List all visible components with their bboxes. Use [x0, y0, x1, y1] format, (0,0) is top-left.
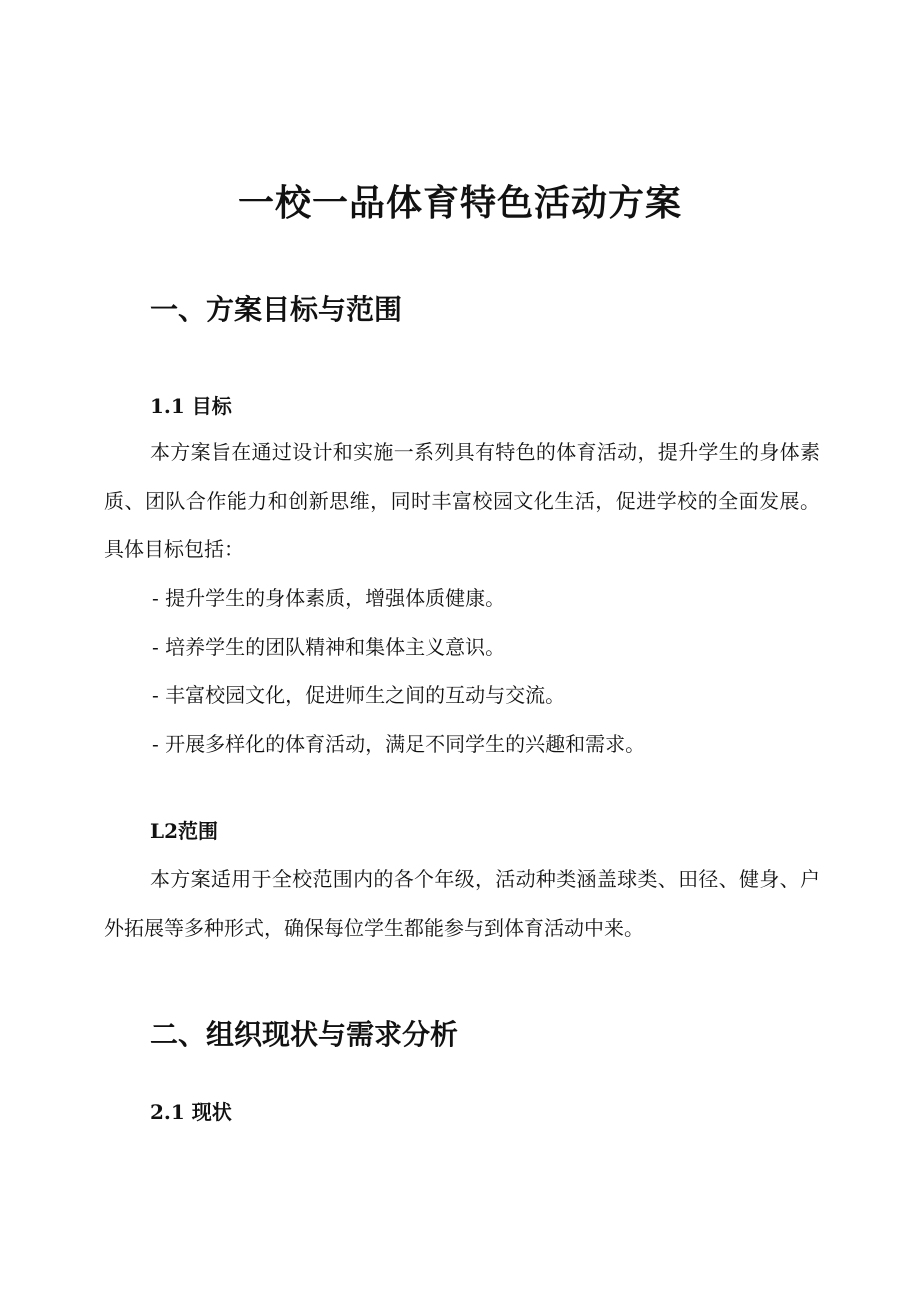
list-item: - 提升学生的身体素质，增强体质健康。: [152, 586, 506, 610]
list-item: - 开展多样化的体育活动，满足不同学生的兴趣和需求。: [152, 731, 646, 756]
section-heading-2: 二、组织现状与需求分析: [150, 1018, 459, 1051]
goals-list: [152, 574, 645, 768]
paragraph-scope: 本方案适用于全校范围内的各个年级，活动种类涵盖球类、田径、健身、户外拓展等多种形式，确保每位学生都能参与到体育活动中来。: [104, 867, 820, 940]
subsection-heading-2-1: 2.1 现状: [150, 1100, 232, 1124]
list-item: - 丰富校园文化，促进师生之间的互动与交流。: [152, 683, 566, 707]
paragraph-goals: 本方案旨在通过设计和实施一系列具有特色的体育活动，提升学生的身体素质、团队合作能力和创新思维，同时丰富校园文化生活，促进学校的全面发展。具体目标包括：: [104, 440, 820, 561]
section-heading-1: 一、方案目标与范围: [150, 293, 403, 326]
document-title: 一校一品体育特色活动方案: [237, 183, 682, 224]
subsection-heading-1-2: L2范围: [150, 819, 218, 843]
subsection-heading-1-1: 1.1 目标: [150, 394, 232, 418]
list-item: - 培养学生的团队精神和集体主义意识。: [152, 634, 506, 659]
